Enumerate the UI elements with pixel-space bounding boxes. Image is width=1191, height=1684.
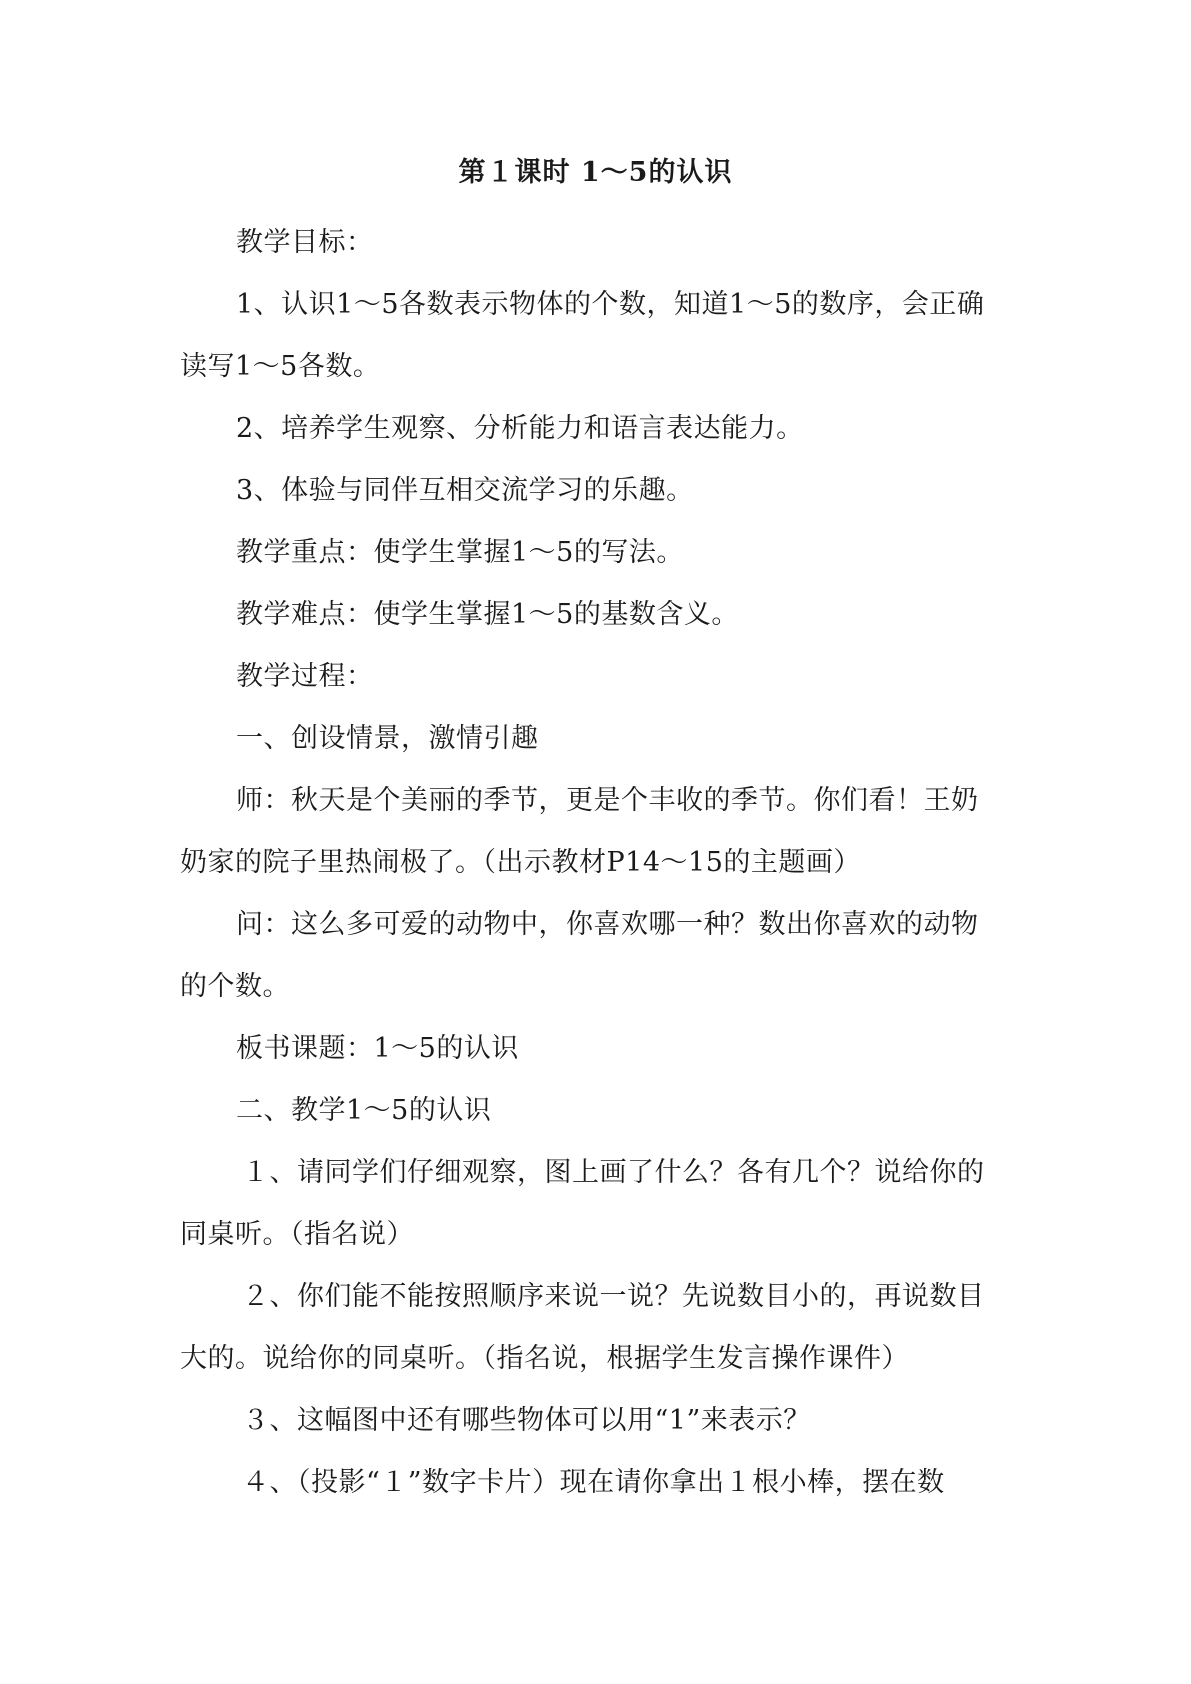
text-line: ２、你们能不能按照顺序来说一说？先说数目小的，再说数目 — [242, 1281, 985, 1312]
text-line: ３、这幅图中还有哪些物体可以用“1”来表示？ — [242, 1405, 811, 1436]
paragraph-difficult-point — [180, 584, 1016, 646]
paragraph-objective-2 — [180, 398, 1016, 460]
text-line: 3、体验与同伴互相交流学习的乐趣。 — [236, 475, 694, 506]
text-line: 师：秋天是个美丽的季节，更是个丰收的季节。你们看！王奶 — [236, 785, 979, 816]
paragraph-step-4 — [180, 1452, 1016, 1514]
paragraph-objective-1 — [180, 274, 1016, 398]
paragraph-step-2 — [180, 1266, 1016, 1390]
text-line: 教学过程： — [236, 661, 374, 692]
text-line: 1、认识1～5各数表示物体的个数，知道1～5的数序，会正确 — [236, 289, 985, 320]
text-line: 2、培养学生观察、分析能力和语言表达能力。 — [236, 413, 804, 444]
paragraph-objectives-heading — [180, 212, 1016, 274]
paragraph-question — [180, 894, 1016, 1018]
paragraph-process-heading — [180, 646, 1016, 708]
text-line: 一、创设情景，激情引趣 — [236, 723, 539, 754]
document-body — [180, 212, 1016, 1514]
text-line: 板书课题：1～5的认识 — [236, 1033, 519, 1064]
paragraph-key-point — [180, 522, 1016, 584]
text-line: 读写1～5各数。 — [180, 351, 381, 382]
paragraph-step-1 — [180, 1142, 1016, 1266]
paragraph-section-2-heading — [180, 1080, 1016, 1142]
text-line: 二、教学1～5的认识 — [236, 1095, 492, 1126]
text-line: 教学目标： — [236, 227, 374, 258]
text-line: 的个数。 — [180, 971, 290, 1002]
paragraph-step-3 — [180, 1390, 1016, 1452]
text-line: １、请同学们仔细观察，图上画了什么？各有几个？说给你的 — [242, 1157, 985, 1188]
text-line: 教学重点：使学生掌握1～5的写法。 — [236, 537, 684, 568]
paragraph-board-title — [180, 1018, 1016, 1080]
text-line: ４、（投影“１”数字卡片）现在请你拿出１根小棒，摆在数 — [242, 1467, 945, 1498]
text-line: 奶家的院子里热闹极了。（出示教材P14～15的主题画） — [180, 847, 861, 878]
text-line: 同桌听。（指名说） — [180, 1219, 414, 1250]
text-line: 教学难点：使学生掌握1～5的基数含义。 — [236, 599, 739, 630]
text-line: 问：这么多可爱的动物中，你喜欢哪一种？数出你喜欢的动物 — [236, 909, 979, 940]
text-line: 大的。说给你的同桌听。（指名说，根据学生发言操作课件） — [180, 1343, 909, 1374]
document-title: 第１课时 1～5的认识 — [458, 157, 733, 188]
paragraph-teacher-speech — [180, 770, 1016, 894]
paragraph-objective-3 — [180, 460, 1016, 522]
paragraph-section-1-heading — [180, 708, 1016, 770]
